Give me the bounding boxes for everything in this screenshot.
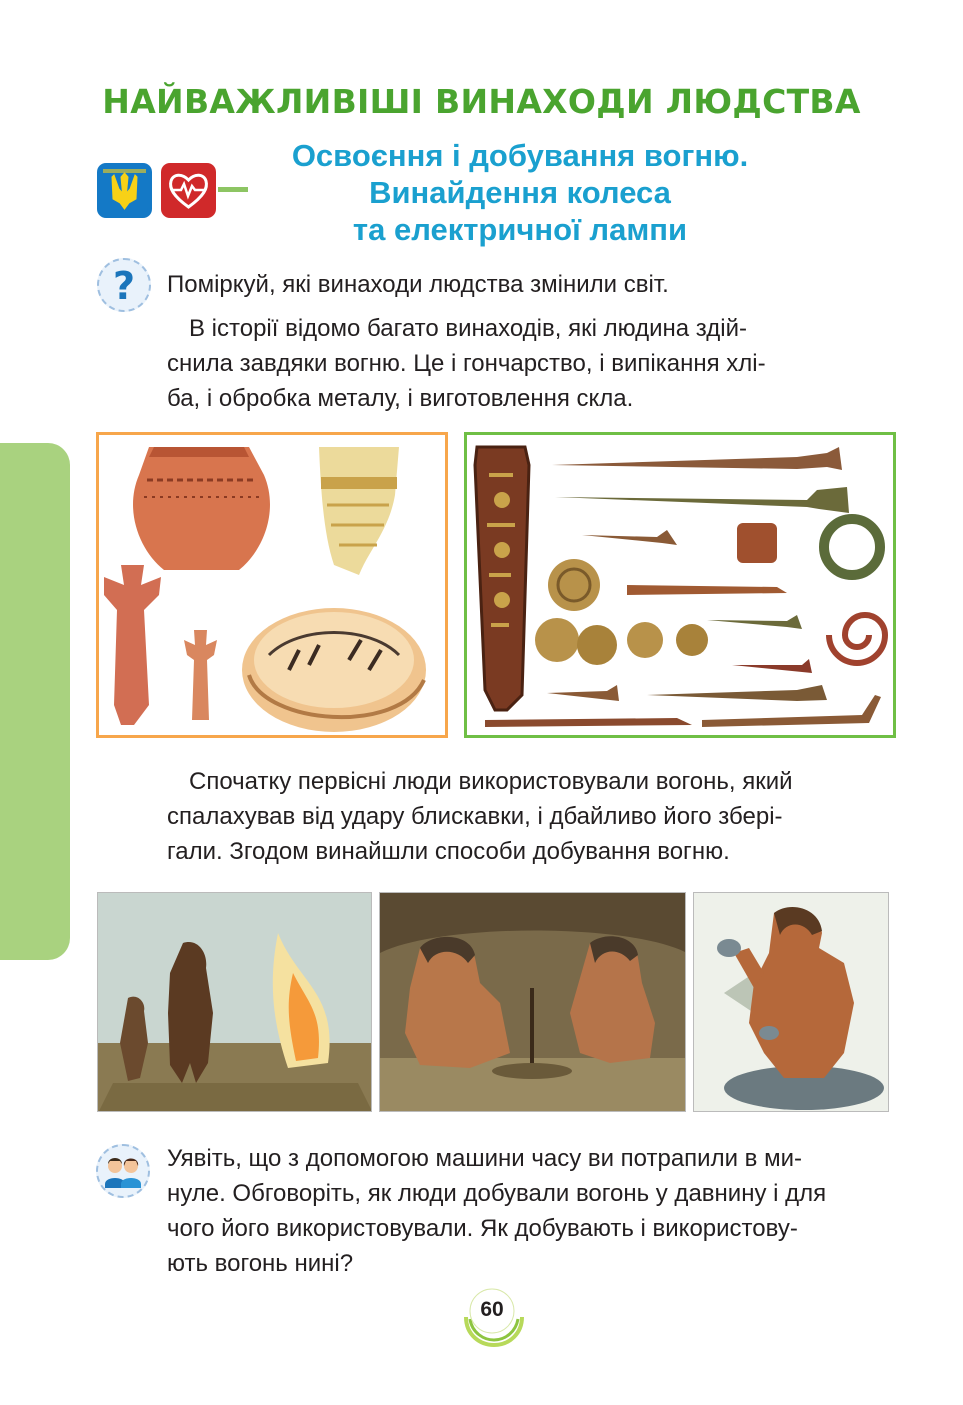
discussion-task-line: ють вогонь нині?: [167, 1250, 354, 1277]
lightning-fire-scene-image: [97, 892, 372, 1112]
subtitle-line-2: Винайдення колеса: [369, 175, 671, 210]
discussion-task: [167, 1141, 887, 1281]
question-mark-icon: [97, 258, 151, 312]
discussion-task-line: нуле. Обговоріть, як люди добували вогонь у давнину і для: [167, 1180, 827, 1207]
ukraine-trident-icon: [97, 163, 152, 218]
paragraph-2-line: Спочатку первісні люди використовували вогонь, який: [189, 768, 793, 795]
side-tab: [0, 443, 70, 960]
subtitle-line-1: Освоєння і добування вогню.: [291, 138, 749, 173]
question-prompt: Поміркуй, які винаходи людства змінили світ.: [167, 271, 669, 298]
badge-connector-line: [218, 187, 248, 192]
paragraph-2: [167, 764, 887, 869]
discussion-task-line: чого його використовували. Як добувають і використову-: [167, 1215, 798, 1242]
svg-text:?: ?: [112, 264, 136, 308]
pottery-glass-artifacts-image: [96, 432, 448, 738]
paragraph-1-line: В історії відомо багато винаходів, які людина здій-: [189, 315, 747, 342]
cavemen-making-fire-image: [379, 892, 686, 1112]
heart-pulse-icon: [161, 163, 216, 218]
discussion-task-line: Уявіть, що з допомогою машини часу ви потрапили в ми-: [167, 1145, 802, 1172]
paragraph-2-line: гали. Згодом винайшли способи добування вогню.: [167, 838, 730, 865]
caveman-striking-stones-image: [693, 892, 889, 1112]
main-title: НАЙВАЖЛИВІШІ ВИНАХОДИ ЛЮДСТВА: [102, 82, 861, 121]
two-children-icon: [96, 1144, 150, 1198]
paragraph-1-line: снила завдяки вогню. Це і гончарство, і випікання хлі-: [167, 350, 766, 377]
metal-artifacts-image: [464, 432, 896, 738]
page-number: 60: [480, 1298, 504, 1321]
paragraph-1-line: ба, і обробка металу, і виготовлення скла.: [167, 385, 634, 412]
subtitle-line-3: та електричної лампи: [352, 212, 688, 247]
paragraph-2-line: спалахував від удару блискавки, і дбайливо його збері-: [167, 803, 783, 830]
paragraph-1: [167, 311, 887, 416]
lesson-subtitle: [250, 137, 790, 248]
